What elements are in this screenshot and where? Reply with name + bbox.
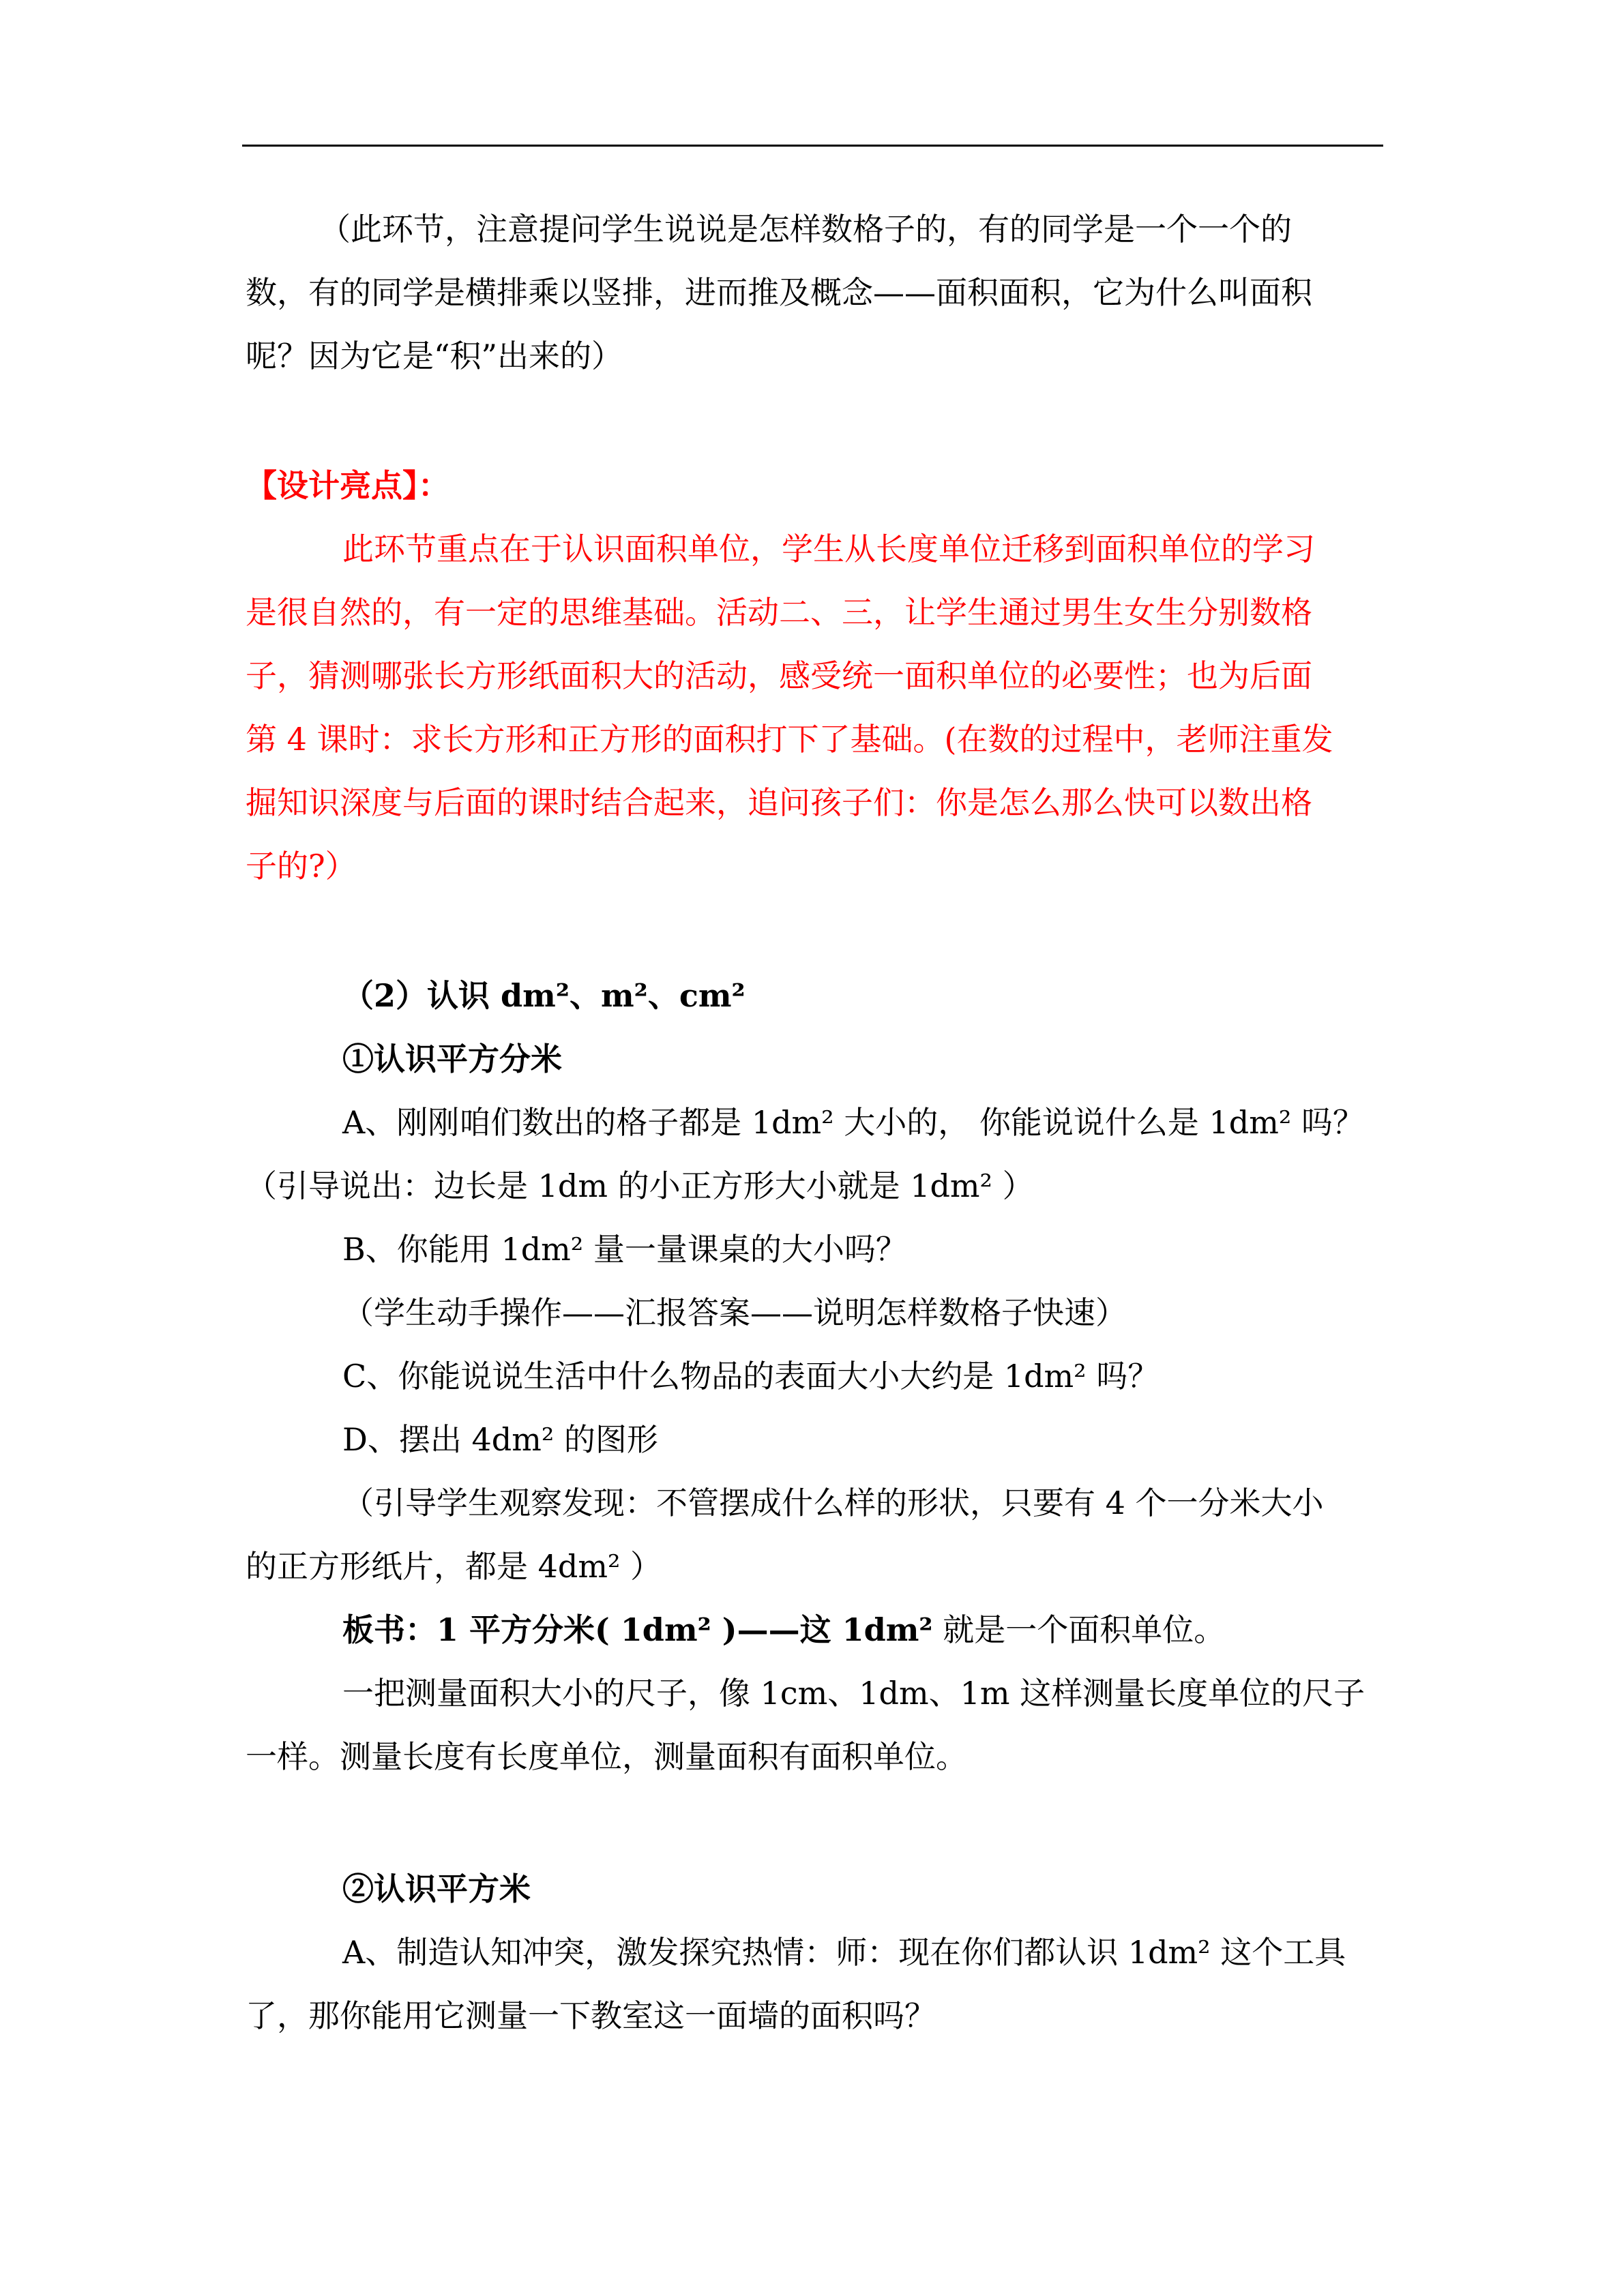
- design-highlight: [246, 454, 1378, 898]
- ruler-line-2: 一样。测量长度有长度单位，测量面积有面积单位。: [246, 1738, 967, 1775]
- section-2-title: （2）认识 dm²、m²、cm²: [342, 977, 745, 1014]
- board-note: [246, 1598, 1378, 1662]
- intro-line-2: 数，有的同学是横排乘以竖排，进而推及概念——面积面积，它为什么叫面积: [246, 274, 1312, 311]
- header-rule: [242, 145, 1383, 147]
- board-note-rest: 就是一个面积单位。: [932, 1611, 1226, 1648]
- subsection-m2: [246, 1858, 1378, 2048]
- intro-line-1: （此环节，注意提问学生说说是怎样数格子的，有的同学是一个一个的: [319, 211, 1292, 248]
- highlight-line-3: 子，猜测哪张长方形纸面积大的活动，感受统一面积单位的必要性；也为后面: [246, 657, 1312, 694]
- item-a-dm2: A、刚刚咱们数出的格子都是 1dm² 大小的， 你能说说什么是 1dm² 吗？: [342, 1104, 1364, 1141]
- highlight-heading: 【设计亮点】：: [246, 467, 449, 504]
- subsection-dm2-title: ①认识平方分米: [342, 1041, 562, 1077]
- item-d-note-line-1: （引导学生观察发现：不管摆成什么样的形状，只要有 4 个一分米大小: [342, 1485, 1324, 1521]
- item-b-note: （学生动手操作——汇报答案——说明怎样数格子快速）: [342, 1294, 1127, 1331]
- section-2: [246, 964, 1378, 1789]
- intro-paragraph: [246, 198, 1378, 388]
- board-note-bold: 板书：1 平方分米( 1dm² )——这 1dm²: [342, 1611, 933, 1648]
- item-b-dm2: B、你能用 1dm² 量一量课桌的大小吗？: [342, 1231, 907, 1268]
- intro-line-3: 呢？因为它是“积”出来的）: [246, 338, 623, 374]
- item-a-m2-line-1: A、制造认知冲突，激发探究热情：师：现在你们都认识 1dm² 这个工具: [342, 1934, 1346, 1971]
- highlight-line-5: 掘知识深度与后面的课时结合起来，追问孩子们：你是怎么那么快可以数出格: [246, 784, 1312, 821]
- highlight-line-6: 子的?）: [246, 848, 357, 884]
- item-a-m2-line-2: 了，那你能用它测量一下教室这一面墙的面积吗？: [246, 1997, 936, 2034]
- subsection-m2-title: ②认识平方米: [342, 1870, 531, 1907]
- highlight-line-2: 是很自然的，有一定的思维基础。活动二、三，让学生通过男生女生分别数格: [246, 594, 1312, 631]
- item-a-note: （引导说出：边长是 1dm 的小正方形大小就是 1dm² ）: [246, 1167, 1034, 1204]
- ruler-line-1: 一把测量面积大小的尺子，像 1cm、1dm、1m 这样测量长度单位的尺子: [342, 1675, 1365, 1712]
- highlight-line-4: 第 4 课时：求长方形和正方形的面积打下了基础。(在数的过程中，老师注重发: [246, 721, 1333, 758]
- item-d-note-line-2: 的正方形纸片，都是 4dm² ）: [246, 1548, 662, 1585]
- highlight-line-1: 此环节重点在于认识面积单位，学生从长度单位迁移到面积单位的学习: [342, 531, 1315, 567]
- item-d-dm2: D、摆出 4dm² 的图形: [342, 1421, 658, 1458]
- item-c-dm2: C、你能说说生活中什么物品的表面大小大约是 1dm² 吗？: [342, 1358, 1160, 1395]
